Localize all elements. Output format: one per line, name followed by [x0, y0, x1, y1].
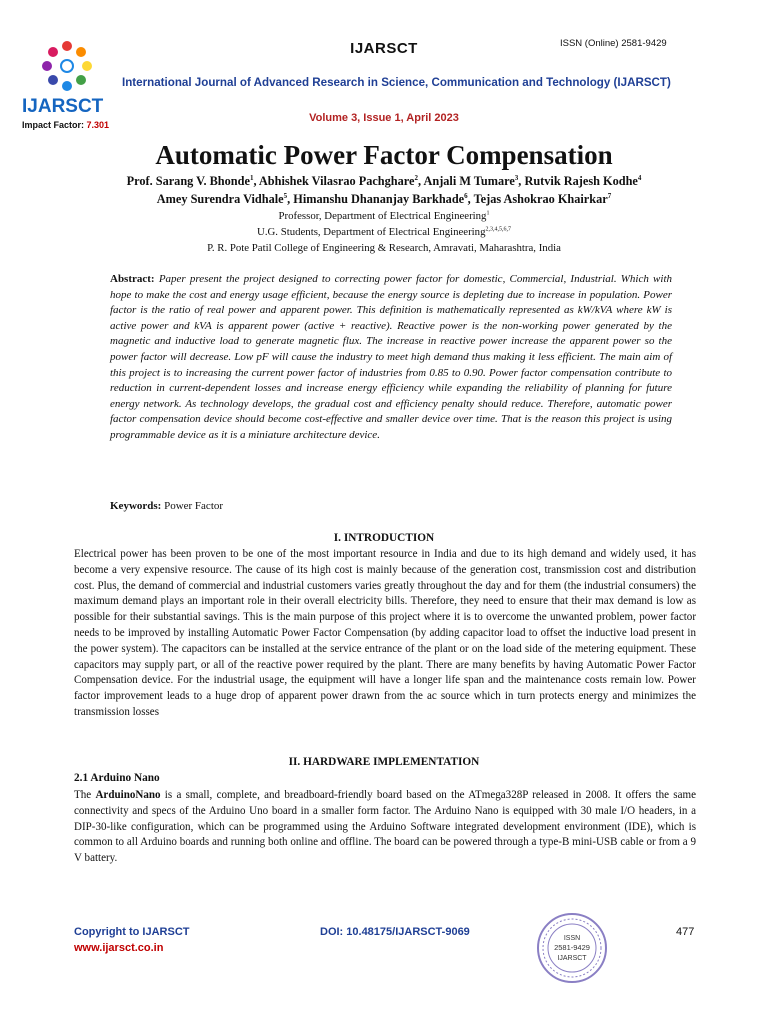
affiliation-text: Professor, Department of Electrical Engineering: [278, 210, 487, 222]
impact-factor-label: Impact Factor:: [22, 120, 87, 130]
affiliation-text: U.G. Students, Department of Electrical Engineering: [257, 226, 486, 238]
affiliation-sup: 2,3,4,5,6,7: [485, 226, 511, 233]
svg-text:2581-9429: 2581-9429: [554, 943, 590, 952]
keywords-text: Power Factor: [164, 500, 224, 512]
doi: DOI: 10.48175/IJARSCT-9069: [320, 926, 470, 938]
abstract-text: Paper present the project designed to correcting power factor for domestic, Commercial, Industrial. Which with hope to make the cost and energy usage efficient, because the energy source is depleting due to increase in population. Power factor is the ratio of real power and apparent power. This definition is mathematically represented as kW/kVA where kW is active power and kVA is apparent power (active + reactive). Reactive power is the non-working power generated by the magnetic and inductive load to generate magnetic flux. The increase in reactive power increase the apparent power so the power factor will decrease. Low pF will cause the industry to meet high demand thus making it less efficient. The main aim of this project is to increasing the current power factor of industries from 0.85 to 0.90. Power factor compensation contribute to reduction in current-dependent losses and increase energy efficiency while expanding the reliability of planning for future energy network. As technology develops, the gradual cost and efficiency penalty should reduce. Therefore, automatic power factor compensation device should become cost-effective and smaller device over time. That is the reason this project is using programmable device as it is a miniature architecture device.: [110, 273, 673, 441]
author-sup: 3: [514, 174, 519, 182]
issn-label: ISSN (Online) 2581-9429: [560, 38, 667, 49]
author-sup: 2: [414, 174, 418, 182]
abstract-label: Abstract:: [110, 273, 155, 285]
author-sup: 7: [607, 192, 612, 200]
affiliation-2: [0, 226, 768, 238]
impact-factor: [22, 120, 109, 130]
arduino-nano-paragraph: [74, 788, 696, 867]
section-heading-introduction: I. INTRODUCTION: [333, 532, 435, 544]
logo-text: IJARSCT: [22, 96, 104, 117]
author: Tejas Ashokrao Khairkar: [473, 192, 608, 207]
website-link[interactable]: www.ijarsct.co.in: [74, 942, 164, 954]
author: Anjali M Tumare: [423, 174, 515, 189]
paragraph-body: is a small, complete, and breadboard-friendly board based on the ATmega328P released in 2008. It offers the same connectivity and specs of the Arduino Uno board in a smaller form factor. The Arduino Nano is equipped with 30 male I/O headers, in a DIP-30-like configuration, which can be programmed using the Arduino Software integrated development environment (IDE), which is common to all Arduino boards and running both online and offline. The board can be powered through a type-B mini-USB cable or from a 9 V battery.: [74, 789, 697, 865]
paragraph-lead: The: [74, 789, 96, 801]
page-number: 477: [676, 926, 695, 938]
keywords: [110, 500, 223, 512]
paragraph-bold-term: ArduinoNano: [95, 789, 161, 801]
introduction-paragraph: Electrical power has been proven to be one of the most important resource in India and due to its high demand and widely used, it has become a very expensive resource. The cause of its high cost is mainly because of the generation cost, transmission cost and distribution cost. Plus, the demand of commercial and industrial customers varies greatly throughout the day and for them (the industrial consumers) the maximum demand plays an important role in their overall electricity bills. Therefore, they need to ensure that their max demand is low as possible for their substantial savings. This is the main purpose of this project where it is to overcome the unwanted problem, power factor needs to be improved by installing Automatic Power Factor Compensation (by adding capacitor load to offset the inductive load present in the power system). The capacitors can be installed at the service entrance of the plant or on the load side of the metering equipment. These capacitors may supply part, or all of the reactive power required by the plant. There are many benefits by having Automatic Power Factor Compensation device. For the industrial usage, the equipment will have a longer life span and the maintenance costs remain low. Power factor improvement leads to a huge drop of apparent power drawn from the ac source which in turn protects energy and minimizes the transmission losses: [74, 548, 696, 718]
author: Amey Surendra Vidhale: [156, 192, 284, 207]
section-heading-hardware: II. HARDWARE IMPLEMENTATION: [288, 756, 480, 768]
svg-text:ISSN: ISSN: [563, 935, 581, 942]
paper-title: Automatic Power Factor Compensation: [155, 140, 613, 170]
affiliation-3: P. R. Pote Patil College of Engineering & Research, Amravati, Maharashtra, India: [207, 242, 561, 254]
author: Himanshu Dhananjay Barkhade: [293, 192, 465, 207]
subsection-heading-arduino-nano: 2.1 Arduino Nano: [74, 772, 160, 784]
abstract: [110, 272, 672, 444]
affiliation-1: [0, 210, 768, 222]
author-line-1: Prof. Sarang V. Bhonde$^1$, Abhishek Vilasrao Pachghare$^2$, Anjali M Tumare$^3$, Rutvik Rajesh Kodhe$^4$: [126, 174, 642, 189]
author-sup: 4: [637, 174, 642, 182]
author-sup: 6: [464, 192, 468, 200]
copyright: Copyright to IJARSCT: [74, 926, 190, 938]
volume-issue: Volume 3, Issue 1, April 2023: [309, 112, 459, 124]
author-sup: 5: [283, 192, 288, 200]
author-sup: 1: [249, 174, 254, 182]
author: Prof. Sarang V. Bhonde: [126, 174, 250, 189]
svg-text:IJARSCT: IJARSCT: [557, 955, 587, 962]
author: Rutvik Rajesh Kodhe: [524, 174, 638, 189]
issn-seal: [536, 912, 608, 984]
author-line-2: Amey Surendra Vidhale$^5$, Himanshu Dhananjay Barkhade$^6$, Tejas Ashokrao Khairkar$^7$: [156, 192, 612, 207]
keywords-label: Keywords:: [110, 500, 162, 512]
journal-short-name: IJARSCT: [350, 40, 418, 57]
author: Abhishek Vilasrao Pachghare: [258, 174, 415, 189]
journal-full-name: International Journal of Advanced Research in Science, Communication and Technology (IJARSCT): [122, 76, 671, 89]
impact-factor-value: 7.301: [86, 120, 110, 130]
affiliation-sup: 1: [486, 210, 490, 217]
